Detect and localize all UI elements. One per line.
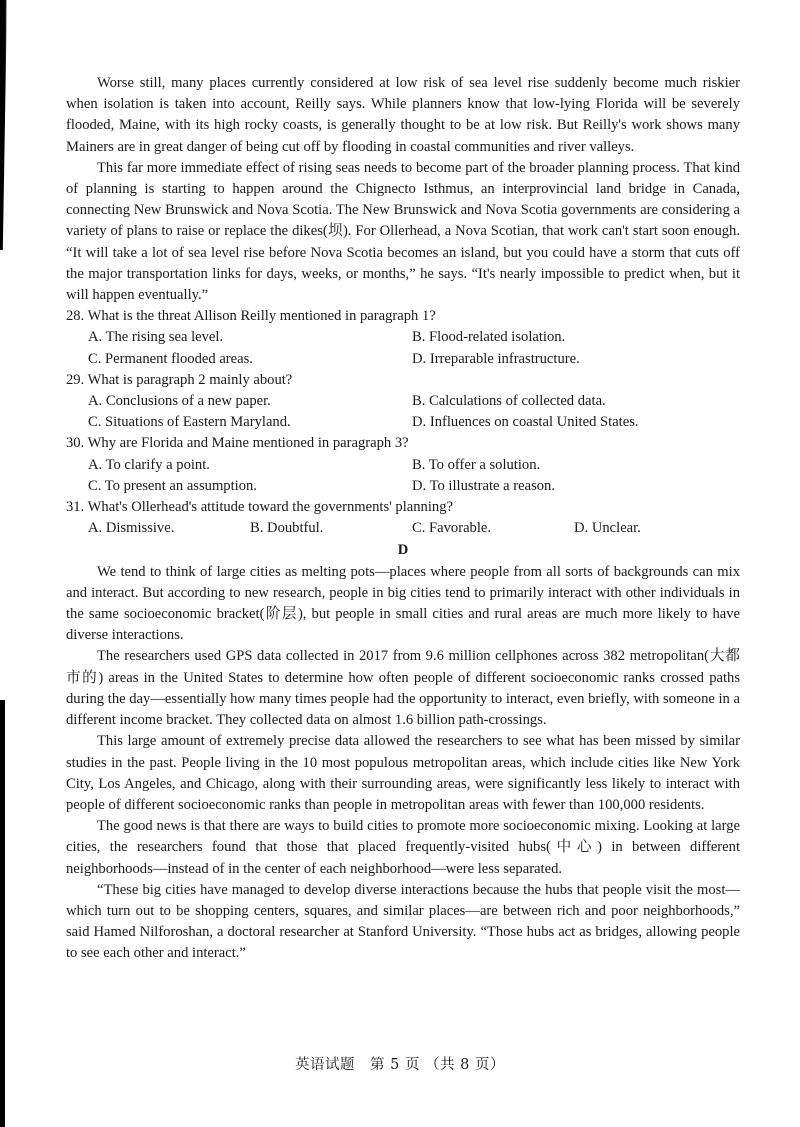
- question-stem: [66, 497, 740, 518]
- option-c: C. Favorable.: [412, 520, 492, 537]
- question-number: 30.: [66, 435, 85, 452]
- option-b: B. Calculations of collected data.: [412, 393, 606, 410]
- question-29: [66, 370, 740, 434]
- question-stem: [66, 433, 740, 454]
- section-heading: D: [397, 542, 409, 559]
- option-c: C. Situations of Eastern Maryland.: [88, 414, 291, 431]
- option-a: A. The rising sea level.: [88, 329, 224, 346]
- paragraph: “These big cities have managed to develop diverse interactions because the hubs that people visit the most—which turn out to be shopping centers, squares, and similar places—are between rich and poor neighborhoods,” said Hamed Nilforoshan, a doctoral researcher at Stanford University. “Those hubs act as bridges, allowing people to see each other and interact.”: [66, 881, 740, 962]
- question-stem: [66, 370, 740, 391]
- passage-c-continuation: [66, 73, 740, 306]
- scan-edge-shadow: [0, 0, 7, 250]
- option-c: C. To present an assumption.: [88, 477, 257, 494]
- option-a: A. Dismissive.: [88, 520, 175, 537]
- option-b: B. Doubtful.: [250, 520, 324, 537]
- page-footer: 英语试题 第 5 页 （共 8 页）: [295, 1057, 505, 1073]
- exam-page: [66, 73, 740, 965]
- option-a: A. To clarify a point.: [88, 456, 210, 473]
- question-28: [66, 306, 740, 370]
- question-30: [66, 433, 740, 497]
- question-number: 29.: [66, 371, 85, 388]
- passage-d: [66, 540, 740, 964]
- paragraph: The good news is that there are ways to build cities to promote more socioeconomic mixing. Looking at large cities, the researchers found that those that placed frequently-visited hubs(中心) in between different neighborhoods—instead of in the center of each neighborhood—were less separated.: [66, 818, 740, 877]
- option-d: D. Unclear.: [574, 520, 641, 537]
- paragraph: This large amount of extremely precise data allowed the researchers to see what has been missed by similar studies in the past. People living in the 10 most populous metropolitan areas, which include cities like New York City, Los Angeles, and Chicago, along with their surrounding areas, were significantly less likely to interact with people of different socioeconomic ranks than people in metropolitan areas with fewer than 100,000 residents.: [66, 733, 740, 813]
- paragraph: This far more immediate effect of rising seas needs to become part of the broader planning process. That kind of planning is starting to happen around the Chignecto Isthmus, an interprovincial land bridge in Canada, connecting New Brunswick and Nova Scotia. The New Brunswick and Nova Scotia governments are considering a variety of plans to raise or replace the dikes(坝). For Ollerhead, a Nova Scotian, that work can't start soon enough. “It will take a lot of sea level rise before Nova Scotia becomes an island, but you could have a storm that cuts off the major transportation links for days, weeks, or months,” he says. “It's nearly impossible to predict when, but it will happen eventually.”: [66, 159, 740, 304]
- question-31: [66, 497, 740, 539]
- question-text: What's Ollerhead's attitude toward the governments' planning?: [87, 499, 453, 516]
- option-b: B. To offer a solution.: [412, 456, 541, 473]
- question-number: 28.: [66, 308, 85, 325]
- option-a: A. Conclusions of a new paper.: [88, 393, 271, 410]
- option-c: C. Permanent flooded areas.: [88, 350, 253, 367]
- option-d: D. Influences on coastal United States.: [412, 414, 639, 431]
- question-number: 31.: [66, 499, 85, 516]
- question-text: What is paragraph 2 mainly about?: [87, 371, 293, 388]
- question-text: Why are Florida and Maine mentioned in paragraph 3?: [87, 435, 409, 452]
- option-b: B. Flood-related isolation.: [412, 329, 566, 346]
- paragraph: Worse still, many places currently considered at low risk of sea level rise suddenly become much riskier when isolation is taken into account, Reilly says. While planners know that low-lying Florida will be severely flooded, Maine, with its high rocky coasts, is generally thought to be at low risk. But Reilly's work shows many Mainers are in great danger of being cut off by flooding in coastal communities and river valleys.: [66, 75, 740, 155]
- paragraph: We tend to think of large cities as melting pots—places where people from all sorts of backgrounds can mix and interact. But according to new research, people in big cities tend to primarily interact with other individuals in the same socioeconomic bracket(阶层), but people in small cities and rural areas are much more likely to have diverse interactions.: [66, 563, 740, 644]
- option-d: D. To illustrate a reason.: [412, 477, 555, 494]
- question-stem: [66, 306, 740, 327]
- question-text: What is the threat Allison Reilly mentioned in paragraph 1?: [87, 308, 436, 325]
- paragraph: The researchers used GPS data collected in 2017 from 9.6 million cellphones across 382 metropolitan(大都市的) areas in the United States to determine how often people of different socioeconomic ranks crossed paths during the day—essentially how many times people had the opportunity to interact, even briefly, with someone in a different income bracket. They collected data on almost 1.6 billion path-crossings.: [66, 648, 740, 729]
- option-d: D. Irreparable infrastructure.: [412, 350, 580, 367]
